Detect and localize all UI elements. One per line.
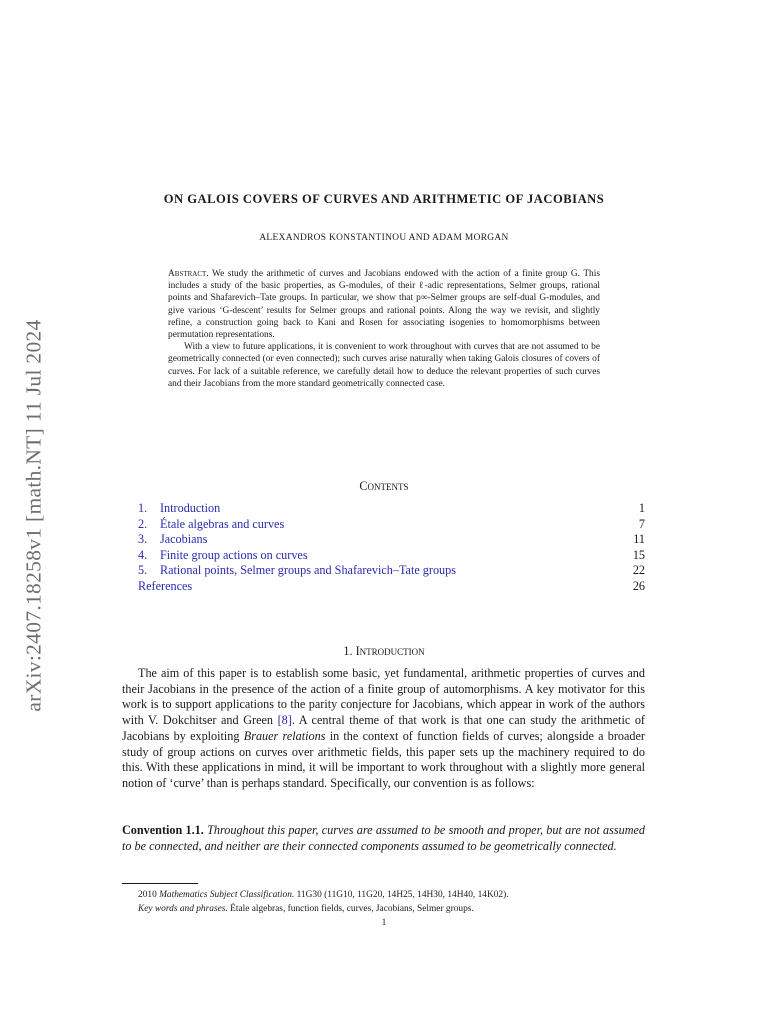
keywords-label: Key words and phrases. (138, 904, 228, 915)
paragraph-text: . A central theme of that work is that one can study the arithmetic of Jacobians by exploiting (122, 713, 645, 743)
msc-text: 11G30 (11G10, 11G20, 14H25, 14H30, 14H40, 14K02). (296, 890, 509, 900)
toc-references-link[interactable]: References (138, 578, 193, 593)
toc-entry-title: Rational points, Selmer groups and Shafarevich–Tate groups (160, 563, 456, 578)
toc-entry-title: Introduction (160, 501, 221, 515)
introduction-paragraph (122, 666, 645, 792)
msc-label: Mathematics Subject Classification. (159, 890, 295, 900)
section-heading-introduction (90, 644, 678, 659)
toc-entry-references[interactable] (138, 579, 645, 595)
footnotes (138, 888, 645, 917)
toc-entry-number: 5. (138, 563, 148, 578)
keywords-text: Étale algebras, function fields, curves, Jacobians, Selmer groups. (230, 904, 474, 915)
footnote-divider (122, 883, 198, 884)
paper-title: ON GALOIS COVERS OF CURVES AND ARITHMETIC OF JACOBIANS (163, 192, 605, 206)
abstract-paragraph-2: With a view to future applications, it is convenient to work throughout with curves that are not assumed to be geometrically connected (or even connected); such curves arise naturally when taking Galois closures of covers of curves. For lack of a suitable reference, we carefully detail how to deduce the relevant properties of such curves and their Jacobians from the more standard geometrically connected case. (168, 342, 600, 389)
toc-entry-page: 11 (633, 532, 645, 547)
toc-entry-title: Finite group actions on curves (160, 547, 308, 562)
toc-entry-number: 1. (138, 501, 148, 515)
paragraph-text: in the context of function fields of curves; alongside a broader study of group actions on curves over arithmetic fields, this paper sets up the machinery required to do this. With these applications in mind, it will be important to work throughout with a slightly more general notion of ‘curve’ than is perhaps standard. Specifically, our convention is as follows: (122, 728, 645, 790)
toc-entry-link[interactable] (138, 548, 308, 564)
paper-authors: ALEXANDROS KONSTANTINOU AND ADAM MORGAN (259, 233, 509, 243)
toc-entry[interactable] (138, 501, 645, 517)
section-title: Introduction (355, 644, 425, 658)
abstract-paragraph-1 (168, 268, 600, 341)
footnote-keywords (138, 902, 645, 916)
toc-entry-number: 4. (138, 547, 148, 562)
convention-1-1 (122, 823, 645, 854)
abstract (168, 268, 600, 390)
convention-label: Convention 1.1. (122, 823, 204, 837)
toc-entry-page: 7 (638, 516, 645, 531)
citation-link[interactable]: [8] (277, 713, 292, 728)
toc-entry[interactable] (138, 548, 645, 564)
contents-heading: Contents (359, 479, 409, 493)
toc-entry-number: 3. (138, 532, 148, 547)
arxiv-identifier-stamp (14, 265, 54, 765)
toc-entry[interactable] (138, 517, 645, 533)
introduction-body (122, 666, 645, 792)
toc-entry[interactable] (138, 532, 645, 548)
toc-entry-title: Jacobians (160, 532, 208, 547)
footnote-msc (138, 888, 645, 902)
table-of-contents (138, 501, 645, 595)
paragraph-text: The aim of this paper is to establish some basic, yet fundamental, arithmetic properties of curves and their Jacobians in the presence of the action of a finite group of automorphisms. A key motivator for this work is to support applications to the parity conjecture for Jacobians, which appear in work of the authors with V. Dokchitser and Green (122, 666, 645, 728)
toc-entry[interactable] (138, 563, 645, 579)
emphasis-text: Brauer relations (243, 728, 326, 743)
abstract-label: Abstract. (168, 269, 209, 279)
toc-entry-title: Étale algebras and curves (160, 516, 285, 531)
page-number: 1 (381, 918, 387, 928)
section-number: 1. (343, 644, 353, 658)
toc-entry-link[interactable] (138, 501, 220, 517)
msc-year: 2010 (138, 890, 157, 900)
arxiv-identifier-text: arXiv:2407.18258v1 [math.NT] 11 Jul 2024 (21, 318, 46, 712)
abstract-text-1: We study the arithmetic of curves and Jacobians endowed with the action of a finite group G. This includes a study of the basic properties, as G-modules, of their ℓ-adic representations, Selmer groups, rational points and Shafarevich–Tate groups. In particular, we show that p∞-Selmer groups are self-dual G-modules, and give various ‘G-descent’ results for Selmer groups and rational points. Along the way we revisit, and slightly refine, a construction going back to Kani and Rosen for associating isogenies to homomorphisms between permutation representations. (168, 269, 600, 341)
toc-entry-page: 26 (632, 578, 645, 593)
toc-entry-page: 22 (632, 563, 645, 578)
toc-entry-link[interactable] (138, 532, 207, 548)
toc-entry-page: 1 (638, 501, 645, 515)
toc-entry-link[interactable] (138, 517, 284, 533)
toc-entry-number: 2. (138, 516, 148, 531)
toc-entry-link[interactable] (138, 563, 456, 579)
toc-entry-page: 15 (632, 547, 645, 562)
convention-text: Throughout this paper, curves are assumed to be smooth and proper, but are not assumed to be connected, and neither are their connected components assumed to be geometrically connected. (122, 823, 645, 853)
